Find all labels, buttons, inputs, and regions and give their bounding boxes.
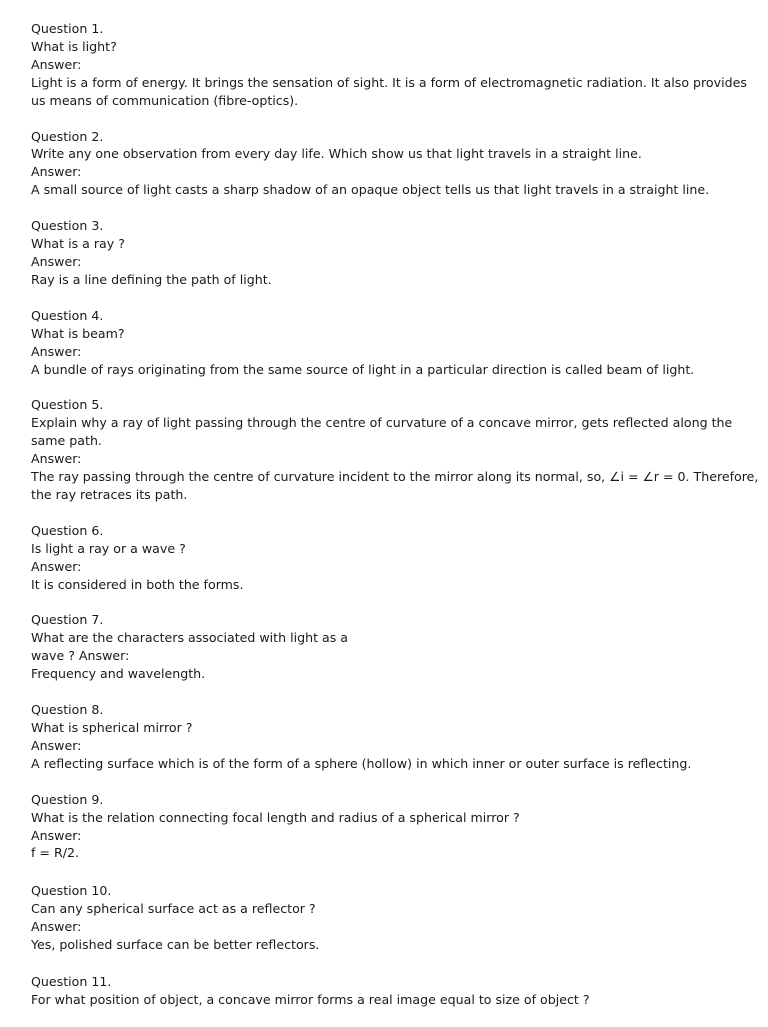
qa-item-10 bbox=[31, 882, 759, 954]
question-number: Question 10. bbox=[31, 883, 112, 899]
answer-text: Yes, polished surface can be better reflectors. bbox=[31, 937, 320, 953]
question-number: Question 6. bbox=[31, 522, 104, 538]
answer-text: The ray passing through the centre of curvature incident to the mirror along its normal, so, ∠i = ∠r = 0. Therefore, the ray retraces its path. bbox=[31, 469, 759, 502]
answer-text: Light is a form of energy. It brings the sensation of sight. It is a form of electromagnetic radiation. It also provides us means of communication (fibre-optics). bbox=[31, 74, 747, 108]
question-number: Question 4. bbox=[31, 307, 104, 323]
answer-text: Frequency and wavelength. bbox=[31, 666, 206, 682]
question-number: Question 3. bbox=[31, 218, 104, 234]
qa-item-11 bbox=[31, 973, 759, 1009]
answer-label: Answer: bbox=[31, 451, 82, 467]
answer-text: A bundle of rays originating from the same source of light in a particular direction is called beam of light. bbox=[31, 361, 695, 377]
qa-item-4 bbox=[31, 307, 759, 379]
answer-text: A small source of light casts a sharp shadow of an opaque object tells us that light travels in a straight line. bbox=[31, 182, 710, 198]
qa-item-5 bbox=[31, 396, 759, 503]
question-text: Can any spherical surface act as a reflector ? bbox=[31, 901, 316, 917]
answer-text: f = R/2. bbox=[31, 845, 80, 861]
question-text: For what position of object, a concave mirror forms a real image equal to size of object ? bbox=[31, 991, 590, 1007]
qa-item-8 bbox=[31, 701, 759, 773]
answer-text: Ray is a line defining the path of light. bbox=[31, 271, 272, 287]
question-text: What is the relation connecting focal length and radius of a spherical mirror ? bbox=[31, 809, 520, 825]
answer-label: Answer: bbox=[31, 164, 82, 180]
question-number: Question 8. bbox=[31, 702, 104, 718]
answer-label: Answer: bbox=[31, 253, 82, 269]
question-text: Is light a ray or a wave ? bbox=[31, 540, 186, 556]
answer-label: Answer: bbox=[31, 737, 82, 753]
answer-text: A reflecting surface which is of the form of a sphere (hollow) in which inner or outer surface is reflecting. bbox=[31, 755, 692, 771]
question-text: Write any one observation from every day life. Which show us that light travels in a straight line. bbox=[31, 146, 642, 162]
qa-item-9 bbox=[31, 791, 759, 863]
question-number: Question 11. bbox=[31, 973, 112, 989]
answer-label: Answer: bbox=[31, 343, 82, 359]
question-number: Question 7. bbox=[31, 612, 104, 628]
question-text: What is spherical mirror ? bbox=[31, 720, 193, 735]
answer-text: It is considered in both the forms. bbox=[31, 576, 244, 592]
qa-item-1 bbox=[31, 20, 759, 110]
qa-item-3 bbox=[31, 217, 759, 289]
question-text: What is light? bbox=[31, 38, 117, 54]
question-number: Question 9. bbox=[31, 791, 104, 807]
qa-item-7 bbox=[31, 611, 759, 683]
question-text: Explain why a ray of light passing through the centre of curvature of a concave mirror, gets reflected along the same path. bbox=[31, 415, 733, 449]
answer-label: Answer: bbox=[31, 919, 82, 935]
question-text: What are the characters associated with light as a bbox=[31, 630, 349, 646]
question-text: What is a ray ? bbox=[31, 236, 125, 252]
question-number: Question 2. bbox=[31, 128, 104, 144]
question-text-continued: wave ? Answer: bbox=[31, 648, 130, 664]
document-body bbox=[31, 20, 759, 1027]
question-number: Question 1. bbox=[31, 21, 104, 36]
answer-label: Answer: bbox=[31, 558, 82, 574]
qa-item-2 bbox=[31, 128, 759, 200]
answer-label: Answer: bbox=[31, 56, 82, 72]
question-number: Question 5. bbox=[31, 397, 104, 413]
answer-label: Answer: bbox=[31, 827, 82, 843]
qa-item-6 bbox=[31, 522, 759, 594]
question-text: What is beam? bbox=[31, 325, 125, 341]
